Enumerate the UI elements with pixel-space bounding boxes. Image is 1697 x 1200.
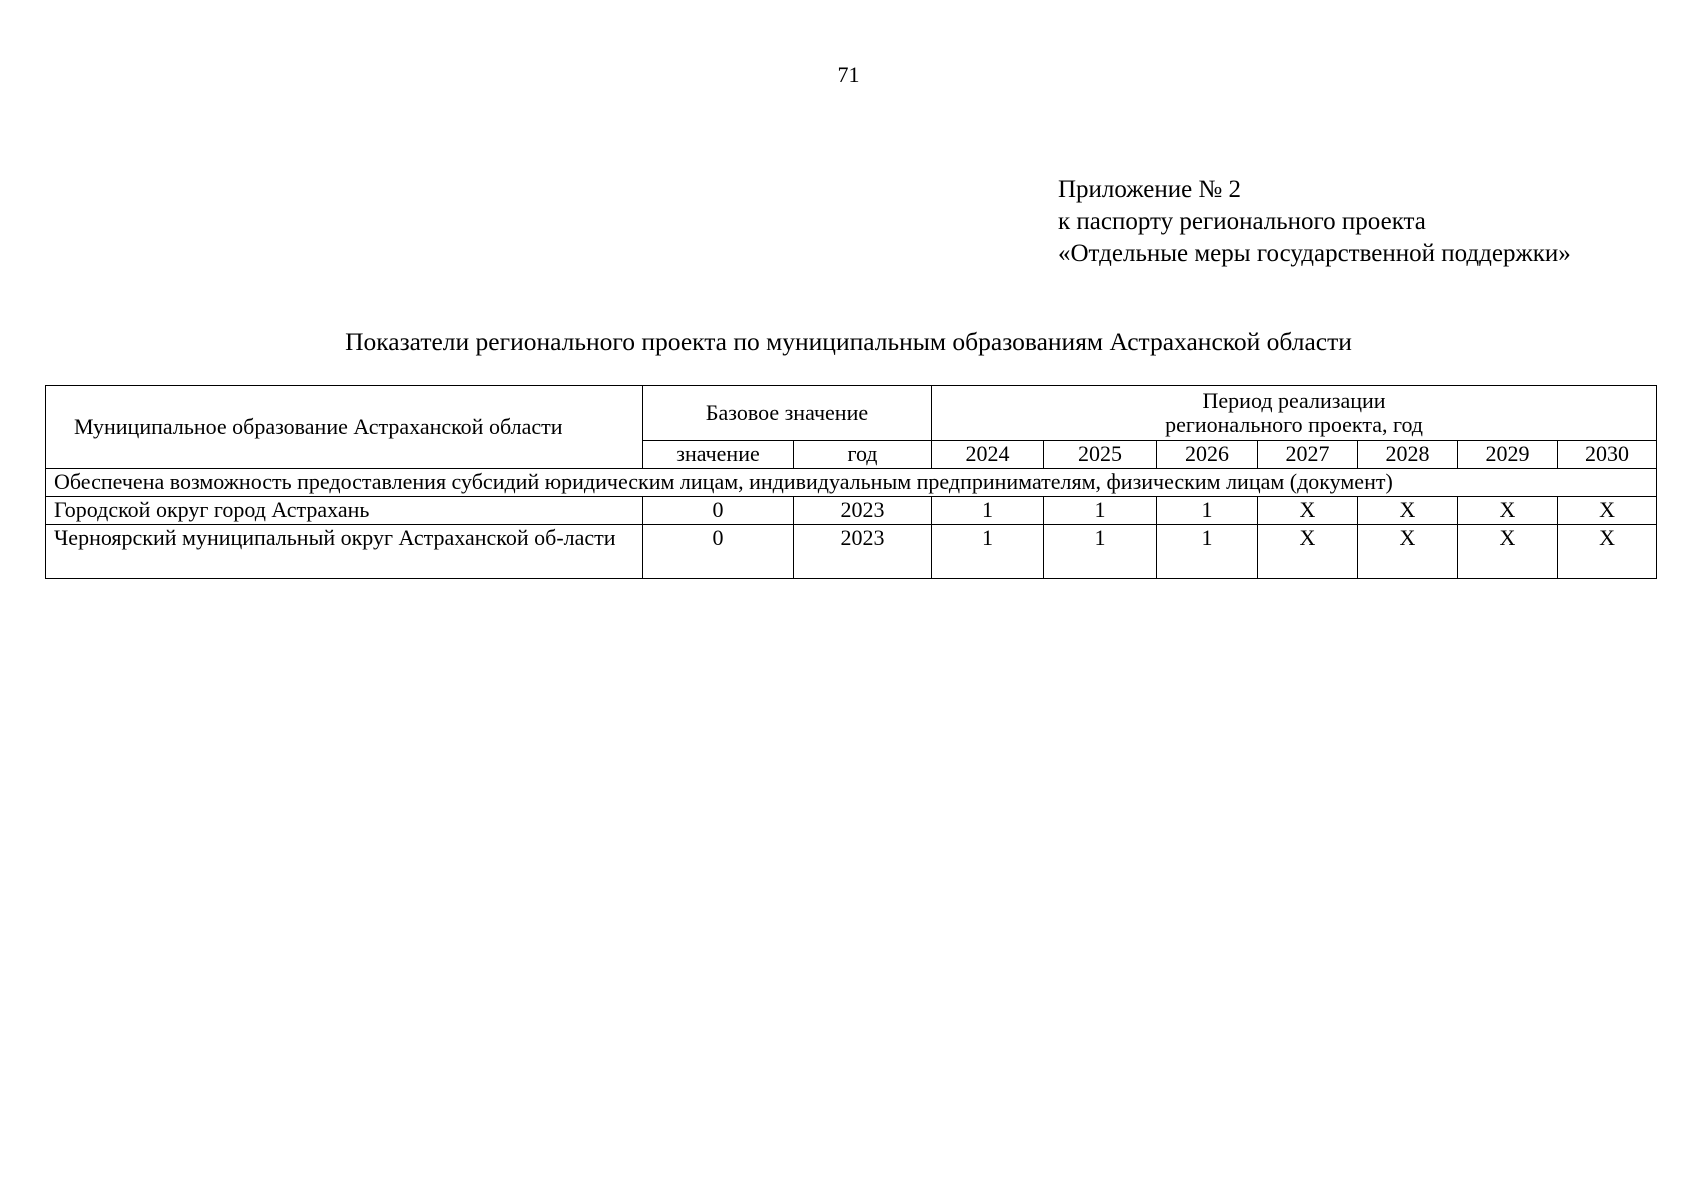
row-period-2027: X [1258,497,1358,525]
header-year-2027: 2027 [1258,441,1358,469]
row-period-2030: X [1558,497,1657,525]
row-period-2024: 1 [932,497,1044,525]
header-year-2028: 2028 [1358,441,1458,469]
header-municipality: Муниципальное образование Астраханской области [46,386,643,469]
row-base-year: 2023 [794,497,932,525]
row-base-value: 0 [643,525,794,579]
indicators-table [45,385,1657,579]
page-number: 71 [837,62,860,87]
row-period-2030: X [1558,525,1657,579]
row-municipality: Городской округ город Астрахань [46,497,643,525]
header-year: год [794,441,932,469]
section-title: Обеспечена возможность предоставления субсидий юридическим лицам, индивидуальным предпринимателям, физическим лицам (документ) [46,469,1657,497]
row-period-2026: 1 [1157,525,1258,579]
row-municipality: Черноярский муниципальный округ Астраханской об-ласти [46,525,643,579]
header-year-2025: 2025 [1044,441,1157,469]
appendix-block [1058,174,1571,270]
document-title: Показатели регионального проекта по муниципальным образованиям Астраханской области [345,327,1352,356]
row-period-2024: 1 [932,525,1044,579]
header-year-2026: 2026 [1157,441,1258,469]
header-year-2030: 2030 [1558,441,1657,469]
header-period [932,386,1657,441]
header-period-line-1: Период реализации [1202,388,1386,413]
appendix-line-1: Приложение № 2 [1058,176,1242,203]
row-period-2028: X [1358,525,1458,579]
appendix-line-3: «Отдельные меры государственной поддержки» [1058,240,1571,267]
row-period-2026: 1 [1157,497,1258,525]
row-period-2029: X [1458,497,1558,525]
header-period-line-2: регионального проекта, год [1165,412,1424,437]
row-period-2025: 1 [1044,497,1157,525]
header-year-2029: 2029 [1458,441,1558,469]
header-row-1 [46,386,1657,441]
appendix-line-2: к паспорту регионального проекта [1058,208,1426,235]
row-base-year: 2023 [794,525,932,579]
row-period-2029: X [1458,525,1558,579]
header-base-value: Базовое значение [643,386,932,441]
row-period-2027: X [1258,525,1358,579]
table-row [46,497,1657,525]
header-year-2024: 2024 [932,441,1044,469]
row-base-value: 0 [643,497,794,525]
section-row [46,469,1657,497]
table-row [46,525,1657,579]
row-period-2025: 1 [1044,525,1157,579]
header-value: значение [643,441,794,469]
row-period-2028: X [1358,497,1458,525]
